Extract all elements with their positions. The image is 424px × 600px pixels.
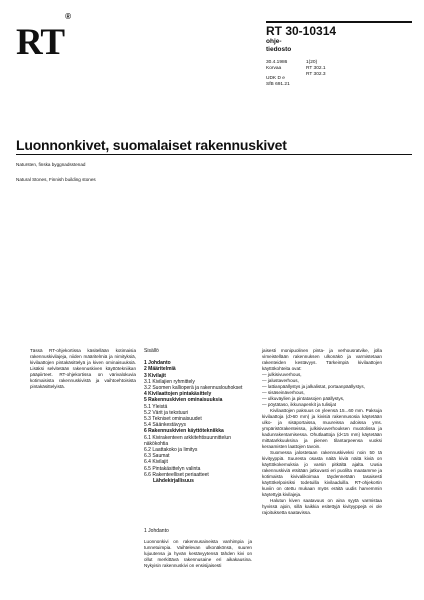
replaces-1: RT 302.1 bbox=[306, 66, 326, 71]
usage-list-item: — pöytätaso, ikkunapenkit ja tulisijat bbox=[262, 402, 337, 407]
document-type: ohje- tiedosto bbox=[266, 38, 292, 53]
toc-item: 6.3 Saumat bbox=[144, 453, 170, 460]
right-paragraph-2: Kivilaattojen paksuus on yleensä 15...60 mm. Paksuja kivilaattoja (d>60 mm) ja kivisiä rakennusosia käytetään ulko- ja sisäportaissa, muureissa adoissa yms. ympäristörakenteissa, julkisivuverhouksen muotolissa ja kadunrakentamisessa. Ohutlaattoja (d<15 mm) käytetään mittatarkkuuksina ja pienen tilantarpeensa vuoksi keraamisten laattojen tavoin. bbox=[262, 408, 382, 449]
toc-item: 2 Määritelmiä bbox=[144, 366, 176, 373]
toc-item: 3.1 Kivilajien ryhmittely bbox=[144, 378, 195, 385]
udk-code: UDK D e bbox=[266, 76, 285, 81]
title-rule bbox=[16, 154, 412, 155]
replaces-label: Korvaa bbox=[266, 66, 282, 71]
classification bbox=[266, 76, 290, 88]
toc-item: 5.1 Yleistä bbox=[144, 403, 168, 410]
toc-item: 4 Kivilaattojen pintakäsittely bbox=[144, 391, 212, 398]
toc-item: 5 Rakennuskivien ominaisuuksia bbox=[144, 397, 223, 404]
section-text: Luonnonkivi on rakennusaineista vanhimpia ja tunnetuimpia. Vaihtelevan ulkonäkönsä, suuren lujuutensa ja hyvän kestävyytensä tähden kivi on ollut merkittävä rakennusaine eri aikakausina. Nykyisin rakennuskivi on ensisijaisesti bbox=[144, 539, 252, 568]
right-paragraph-3: Suomessa jalostetaan rakennuskiveksi noin 50 tä kivityyppiä. Suuresta osasta näitä kiviä näitä kiviä on käyttökokemuksia jo varsin pitkältä ajalta. Uusia rakennuskiviä etsitään jatkuvasti eri puolilta maatamme ja kotimaista kivivalikoimaa täydennetään tasaisesti käyttökelpoisiksi todetuilla kivilaaduilla. RT-ohjekortin kuviin on otettu mukaan myös eräitä uudis harvemmin käytettyjä kivilajeja. bbox=[262, 450, 382, 497]
usage-list-item: — julkisivuverhous, bbox=[262, 372, 302, 377]
toc-item: 3 Kivilajit bbox=[144, 372, 166, 379]
toc-item: 6.2 Laattakoko ja limitys bbox=[144, 447, 198, 454]
section-heading: 1 Johdanto bbox=[144, 528, 169, 534]
toc-item: Lähdekirjallisuus bbox=[153, 478, 194, 485]
intro-paragraph: Tässä RT-ohjekortissa käsitellään kotimaisia rakennuskivilajeja, niiden määritelmiä ja nimityksiä, kivilaattojen pintakäsittelyä ja kiven ominaisuuksiä. Lisäksi selvitetään rakennuskiven käyttötekniikan pääpiirteet. RT-ohjekortissa on värivalokuvia kotimaisista rakennuskivistä ja vaihtoehtoisista pintakäsittelyistä. bbox=[30, 348, 136, 389]
usage-list-item: — lattianpäällystys ja jalkalistat, portaanpäällystys, bbox=[262, 384, 365, 389]
toc-heading: Sisällö bbox=[144, 348, 159, 354]
usage-list bbox=[262, 372, 382, 408]
header-rule bbox=[266, 21, 412, 23]
usage-list-item: — jalustaverhous, bbox=[262, 378, 299, 383]
sfb-code: SfB 691.21 bbox=[266, 82, 290, 87]
toc-item: 5.4 Säänkestävyys bbox=[144, 422, 186, 429]
table-of-contents bbox=[144, 348, 252, 484]
section-introduction bbox=[144, 528, 252, 569]
toc-item: 6.5 Pintakäsittelyn valinta bbox=[144, 465, 201, 472]
toc-list bbox=[144, 360, 252, 484]
toc-item: 6.6 Rakenteelliset periaatteet bbox=[144, 471, 209, 478]
usage-list-item: — sisäseinäverhous, bbox=[262, 390, 305, 395]
doc-date: 30.4.1986 bbox=[266, 60, 288, 65]
right-paragraph-1: jaisesti monipuolinen pinta- ja verhousratvike, jolla vimeistellään rakennuksen ulkonäkö ja varmistetaan rakenteiden kestävyys. Tärkeimpiä kivilaattojen käyttökohteita ovat: bbox=[262, 348, 382, 371]
toc-item: 6 Rakennuskivien käyttötekniikka bbox=[144, 428, 224, 435]
subtitle-english: Natural Stones, Finnish building stones bbox=[16, 177, 96, 182]
document-number: RT 30-10314 bbox=[266, 24, 337, 38]
toc-item: 5.3 Tekniset ominaisuudet bbox=[144, 416, 202, 423]
registered-mark: ® bbox=[65, 11, 71, 21]
rt-logo bbox=[16, 11, 71, 63]
right-column bbox=[262, 348, 382, 516]
page-title: Luonnonkivet, suomalaiset rakennuskivet bbox=[16, 137, 287, 153]
logo-text: RT bbox=[16, 22, 65, 63]
toc-item: 5.2 Värit ja tekstuuri bbox=[144, 409, 189, 416]
doc-page: 1(20) bbox=[306, 60, 318, 65]
toc-item: 6.4 Kivilajit bbox=[144, 459, 168, 466]
toc-item: 3.2 Suomen kallioperä ja rakennuslouhokset bbox=[144, 385, 243, 392]
replaces-2: RT 302.3 bbox=[306, 72, 326, 77]
toc-item: 1 Johdanto bbox=[144, 360, 171, 367]
usage-list-item: — ulkuväylien ja pintatasojen päällystys, bbox=[262, 396, 345, 401]
subtitle-swedish: Natursten, finska byggnadsstenad bbox=[16, 162, 86, 167]
toc-item: 6.1 Kivirakenteen arkkitehtisuunnittelun näkökohtia bbox=[144, 434, 231, 447]
right-paragraph-4: Halutun kiven saatavuus on aina syytä varmistaa hyvissä ajoin, sillä kaikkia esitettyjä kivityyppejä ei ole rajoituksetta saatavissa. bbox=[262, 498, 382, 515]
